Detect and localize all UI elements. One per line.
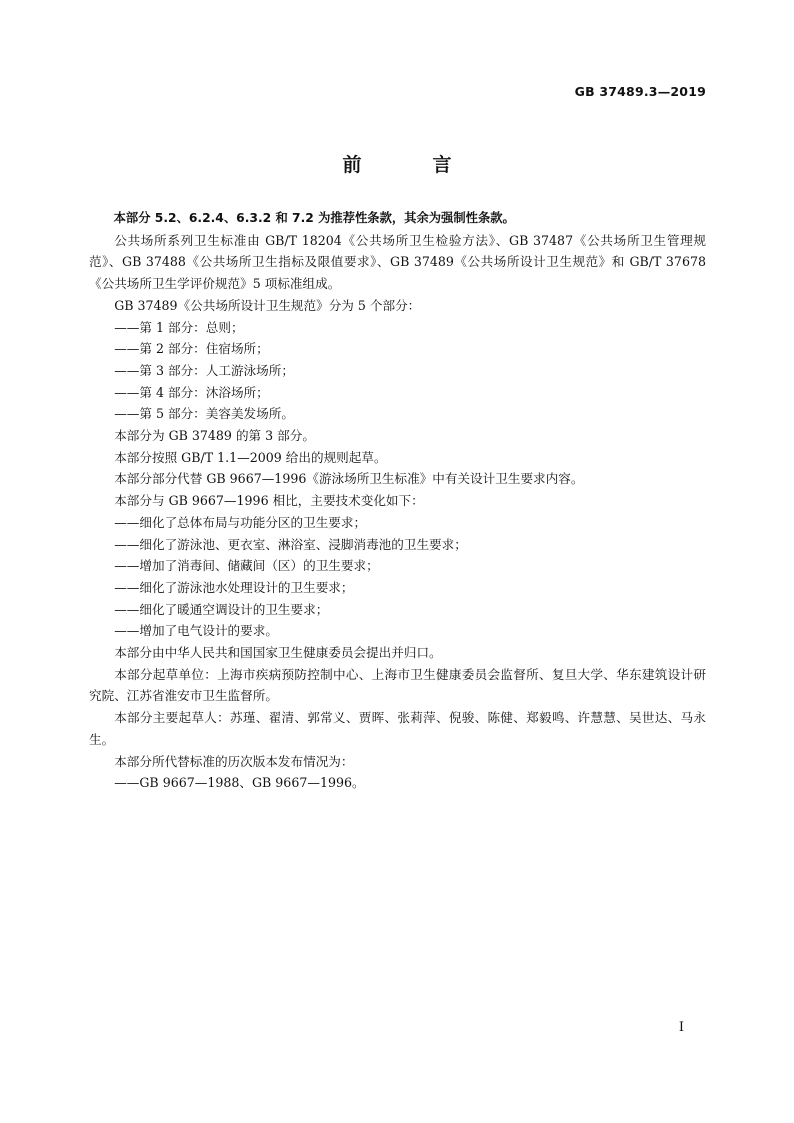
paragraph: 本部分起草单位：上海市疾病预防控制中心、上海市卫生健康委员会监督所、复旦大学、华东建筑设计研究院、江苏省淮安市卫生监督所。 (89, 666, 706, 704)
standard-code: GB 37489.3—2019 (574, 84, 706, 99)
paragraph: 本部分主要起草人：苏瑾、翟清、郭常义、贾晖、张莉萍、倪骏、陈健、郑毅鸣、许慧慧、吴世达、马永生。 (89, 710, 706, 747)
list-item: ——第 4 部分：沐浴场所； (114, 384, 269, 400)
list-item: ——第 1 部分：总则； (114, 319, 244, 335)
list-item: ——细化了游泳池、更衣室、淋浴室、浸脚消毒池的卫生要求； (114, 536, 467, 552)
paragraph: 本部分所代替标准的历次版本发布情况为： (114, 753, 354, 769)
list-item: ——第 2 部分：住宿场所； (114, 341, 269, 357)
list-item: ——细化了暖通空调设计的卫生要求； (114, 601, 329, 617)
paragraph: 本部分由中华人民共和国国家卫生健康委员会提出并归口。 (114, 645, 442, 661)
page-number: I (678, 1020, 684, 1035)
paragraph: 本部分为 GB 37489 的第 3 部分。 (114, 428, 315, 444)
paragraph: GB 37489《公共场所设计卫生规范》分为 5 个部分： (114, 297, 421, 313)
foreword-body (89, 208, 706, 794)
paragraph: 本部分 5.2、6.2.4、6.3.2 和 7.2 为推荐性条款，其余为强制性条款。 (113, 211, 515, 225)
paragraph: 公共场所系列卫生标准由 GB/T 18204《公共场所卫生检验方法》、GB 37487《公共场所卫生管理规范》、GB 37488《公共场所卫生指标及限值要求》、GB 37489《公共场所设计卫生规范》和 GB/T 37678《公共场所卫生学评价规范》5 项标准组成。 (89, 232, 706, 292)
list-item: ——增加了消毒间、储藏间（区）的卫生要求； (114, 558, 379, 574)
list-item: ——第 5 部分：美容美发场所。 (114, 406, 294, 422)
list-item: ——GB 9667—1988、GB 9667—1996。 (114, 775, 365, 791)
list-item: ——细化了总体布局与功能分区的卫生要求； (114, 514, 367, 530)
paragraph: 本部分按照 GB/T 1.1—2009 给出的规则起草。 (114, 449, 387, 465)
list-item: ——第 3 部分：人工游泳场所； (114, 362, 294, 378)
paragraph: 本部分部分代替 GB 9667—1996《游泳场所卫生标准》中有关设计卫生要求内容。 (114, 471, 584, 487)
list-item: ——增加了电气设计的要求。 (114, 623, 278, 639)
list-item: ——细化了游泳池水处理设计的卫生要求； (114, 579, 354, 595)
paragraph: 本部分与 GB 9667—1996 相比，主要技术变化如下： (114, 493, 424, 509)
page-title: 前 言 (342, 154, 478, 176)
